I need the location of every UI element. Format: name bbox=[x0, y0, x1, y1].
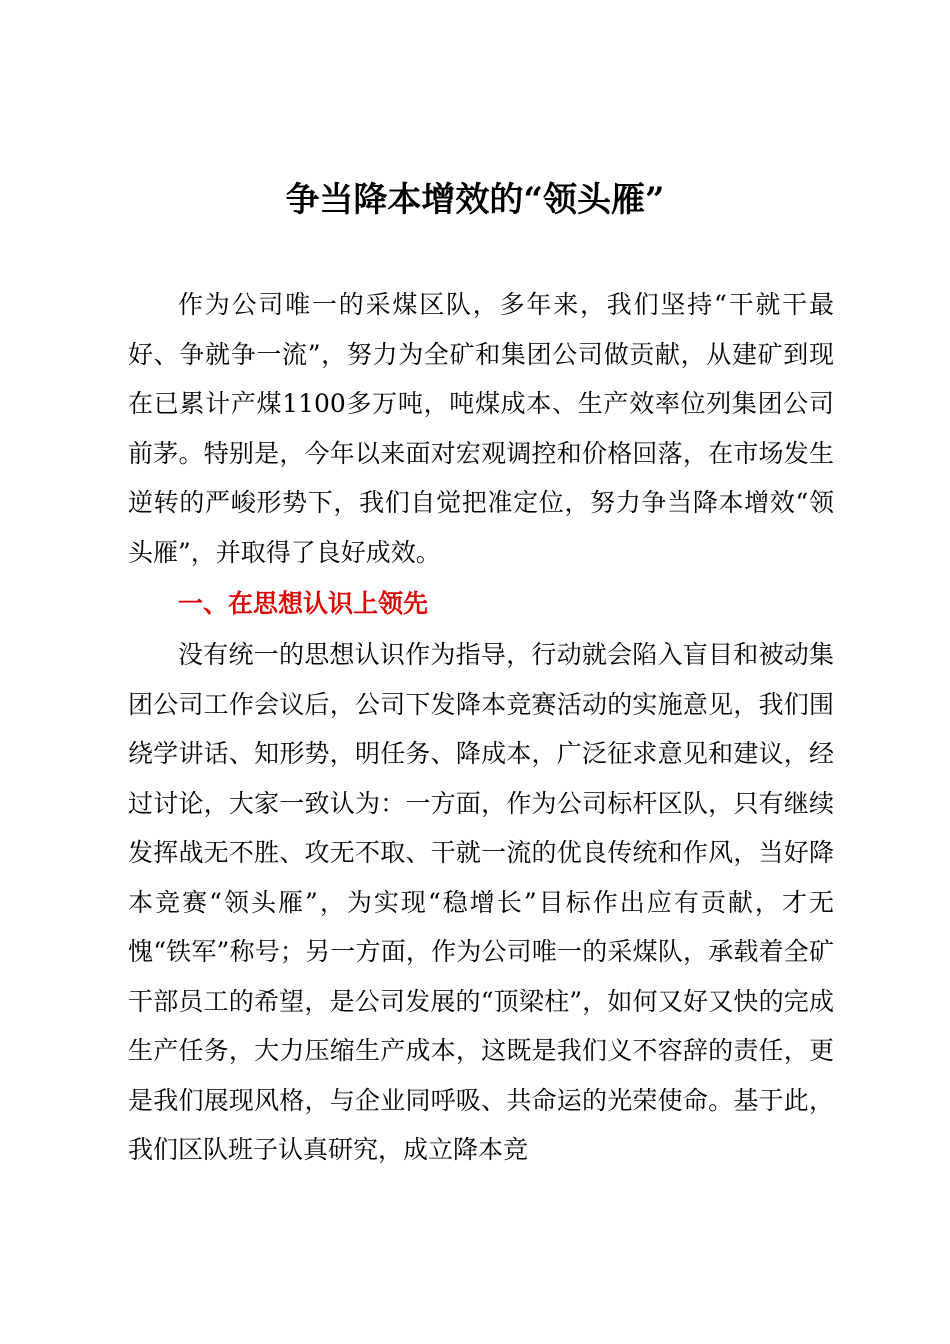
section-heading: 一、在思想认识上领先 bbox=[178, 589, 429, 618]
document-title: 争当降本增效的“领头雁” bbox=[285, 180, 665, 220]
paragraph-section-1: 没有统一的思想认识作为指导，行动就会陷入盲目和被动集团公司工作会议后，公司下发降本竞赛活动的实施意见，我们围绕学讲话、知形势，明任务、降成本，广泛征求意见和建议，经过讨论，大家一致认为：一方面，作为公司标杆区队，只有继续发挥战无不胜、攻无不取、干就一流的优良传统和作风，当好降本竞赛“领头雁”，为实现“稳增长”目标作出应有贡献，才无愧“铁军”称号；另一方面，作为公司唯一的采煤队，承载着全矿干部员工的希望，是公司发展的“顶梁柱”，如何又好又快的完成生产任务，大力压缩生产成本，这既是我们义不容辞的责任，更是我们展现风格，与企业同呼吸、共命运的光荣使命。基于此，我们区队班子认真研究，成立降本竞 bbox=[128, 640, 834, 1164]
paragraph-intro: 作为公司唯一的采煤区队，多年来，我们坚持“干就干最好、争就争一流”，努力为全矿和集团公司做贡献，从建矿到现在已累计产煤1100多万吨，吨煤成本、生产效率位列集团公司前茅。特别是，今年以来面对宏观调控和价格回落，在市场发生逆转的严峻形势下，我们自觉把准定位，努力争当降本增效“领头雁”，并取得了良好成效。 bbox=[128, 290, 834, 567]
